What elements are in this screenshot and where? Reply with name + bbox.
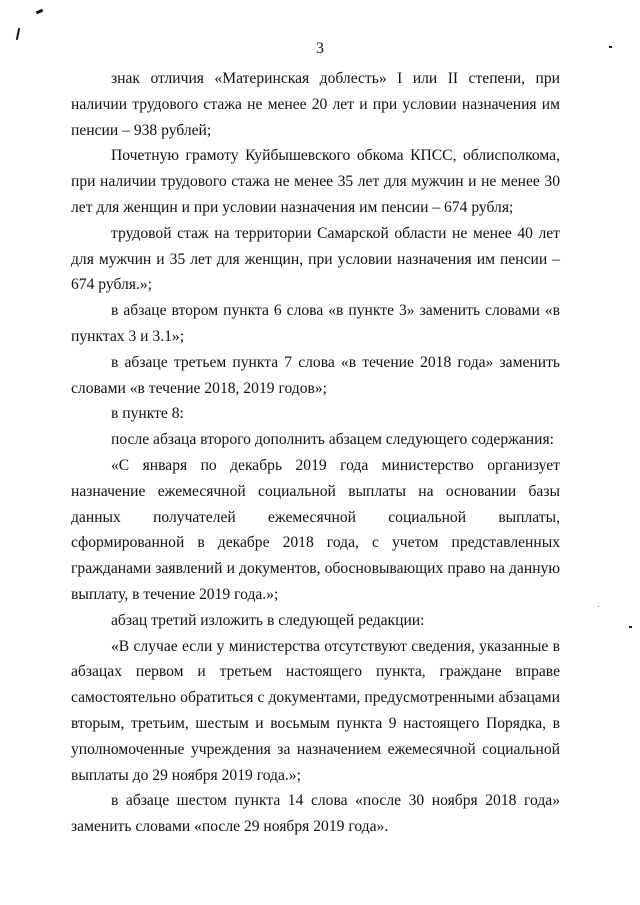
- scan-mark: [598, 606, 599, 607]
- scan-mark: [16, 28, 20, 40]
- paragraph-new-third-text: «В случае если у министерства отсутствуют сведения, указанные в абзацах первом и третьем настоящего пункта, граждане вправе самостоятельно обратиться с документами, предусмотренными абзацами вторым, третьим, шестым и восьмым пункта 9 настоящего Порядка, в уполномоченные учреждения за назначением ежемесячной социальной выплаты до 29 ноября 2019 года.»;: [71, 637, 560, 784]
- paragraph-third-restate: абзац третий изложить в следующей редакции:: [111, 611, 425, 629]
- paragraph-item-14-amendment: в абзаце шестом пункта 14 слова «после 30 ноября 2018 года» заменить словами «после 29 ноября 2019 года».: [71, 792, 560, 836]
- scan-mark: [629, 626, 632, 628]
- paragraph-item-6-amendment: в абзаце втором пункта 6 слова «в пункте 3» заменить словами «в пунктах 3 и 3.1»;: [71, 302, 560, 345]
- paragraph-medal-condition: знак отличия «Материнская доблесть» I или II степени, при наличии трудового стажа не менее 20 лет и при условии назначения им пенсии – 938 рублей;: [71, 70, 560, 139]
- paragraph-item-7-amendment: в абзаце третьем пункта 7 слова «в течение 2018 года» заменить словами «в течение 2018, 2019 годов»;: [71, 353, 560, 397]
- paragraph-work-experience: трудовой стаж на территории Самарской области не менее 40 лет для мужчин и 35 лет для женщин, при условии назначения им пенсии – 674 рубля.»;: [71, 224, 560, 294]
- paragraph-item-8-heading: в пункте 8:: [111, 405, 184, 423]
- scan-mark: [36, 9, 44, 15]
- paragraph-new-text-2019: «С января по декабрь 2019 года министерство организует назначение ежемесячной социальной выплаты на основании базы данных получателей ежемесячной социальной выплаты, сформированной в декабре 2018 года, с учетом представленных гражданами заявлений и документов, обосновывающих право на данную выплату, в течение 2019 года.»;: [71, 456, 560, 603]
- document-body: [71, 66, 560, 840]
- paragraph-add-after-second: после абзаца второго дополнить абзацем следующего содержания:: [111, 431, 555, 449]
- paragraph-honor-certificate: Почетную грамоту Куйбышевского обкома КПСС, облисполкома, при наличии трудового стажа не менее 35 лет для мужчин и не менее 30 лет для женщин и при условии назначения им пенсии – 674 рубля;: [71, 147, 560, 216]
- page-number: 3: [316, 40, 324, 57]
